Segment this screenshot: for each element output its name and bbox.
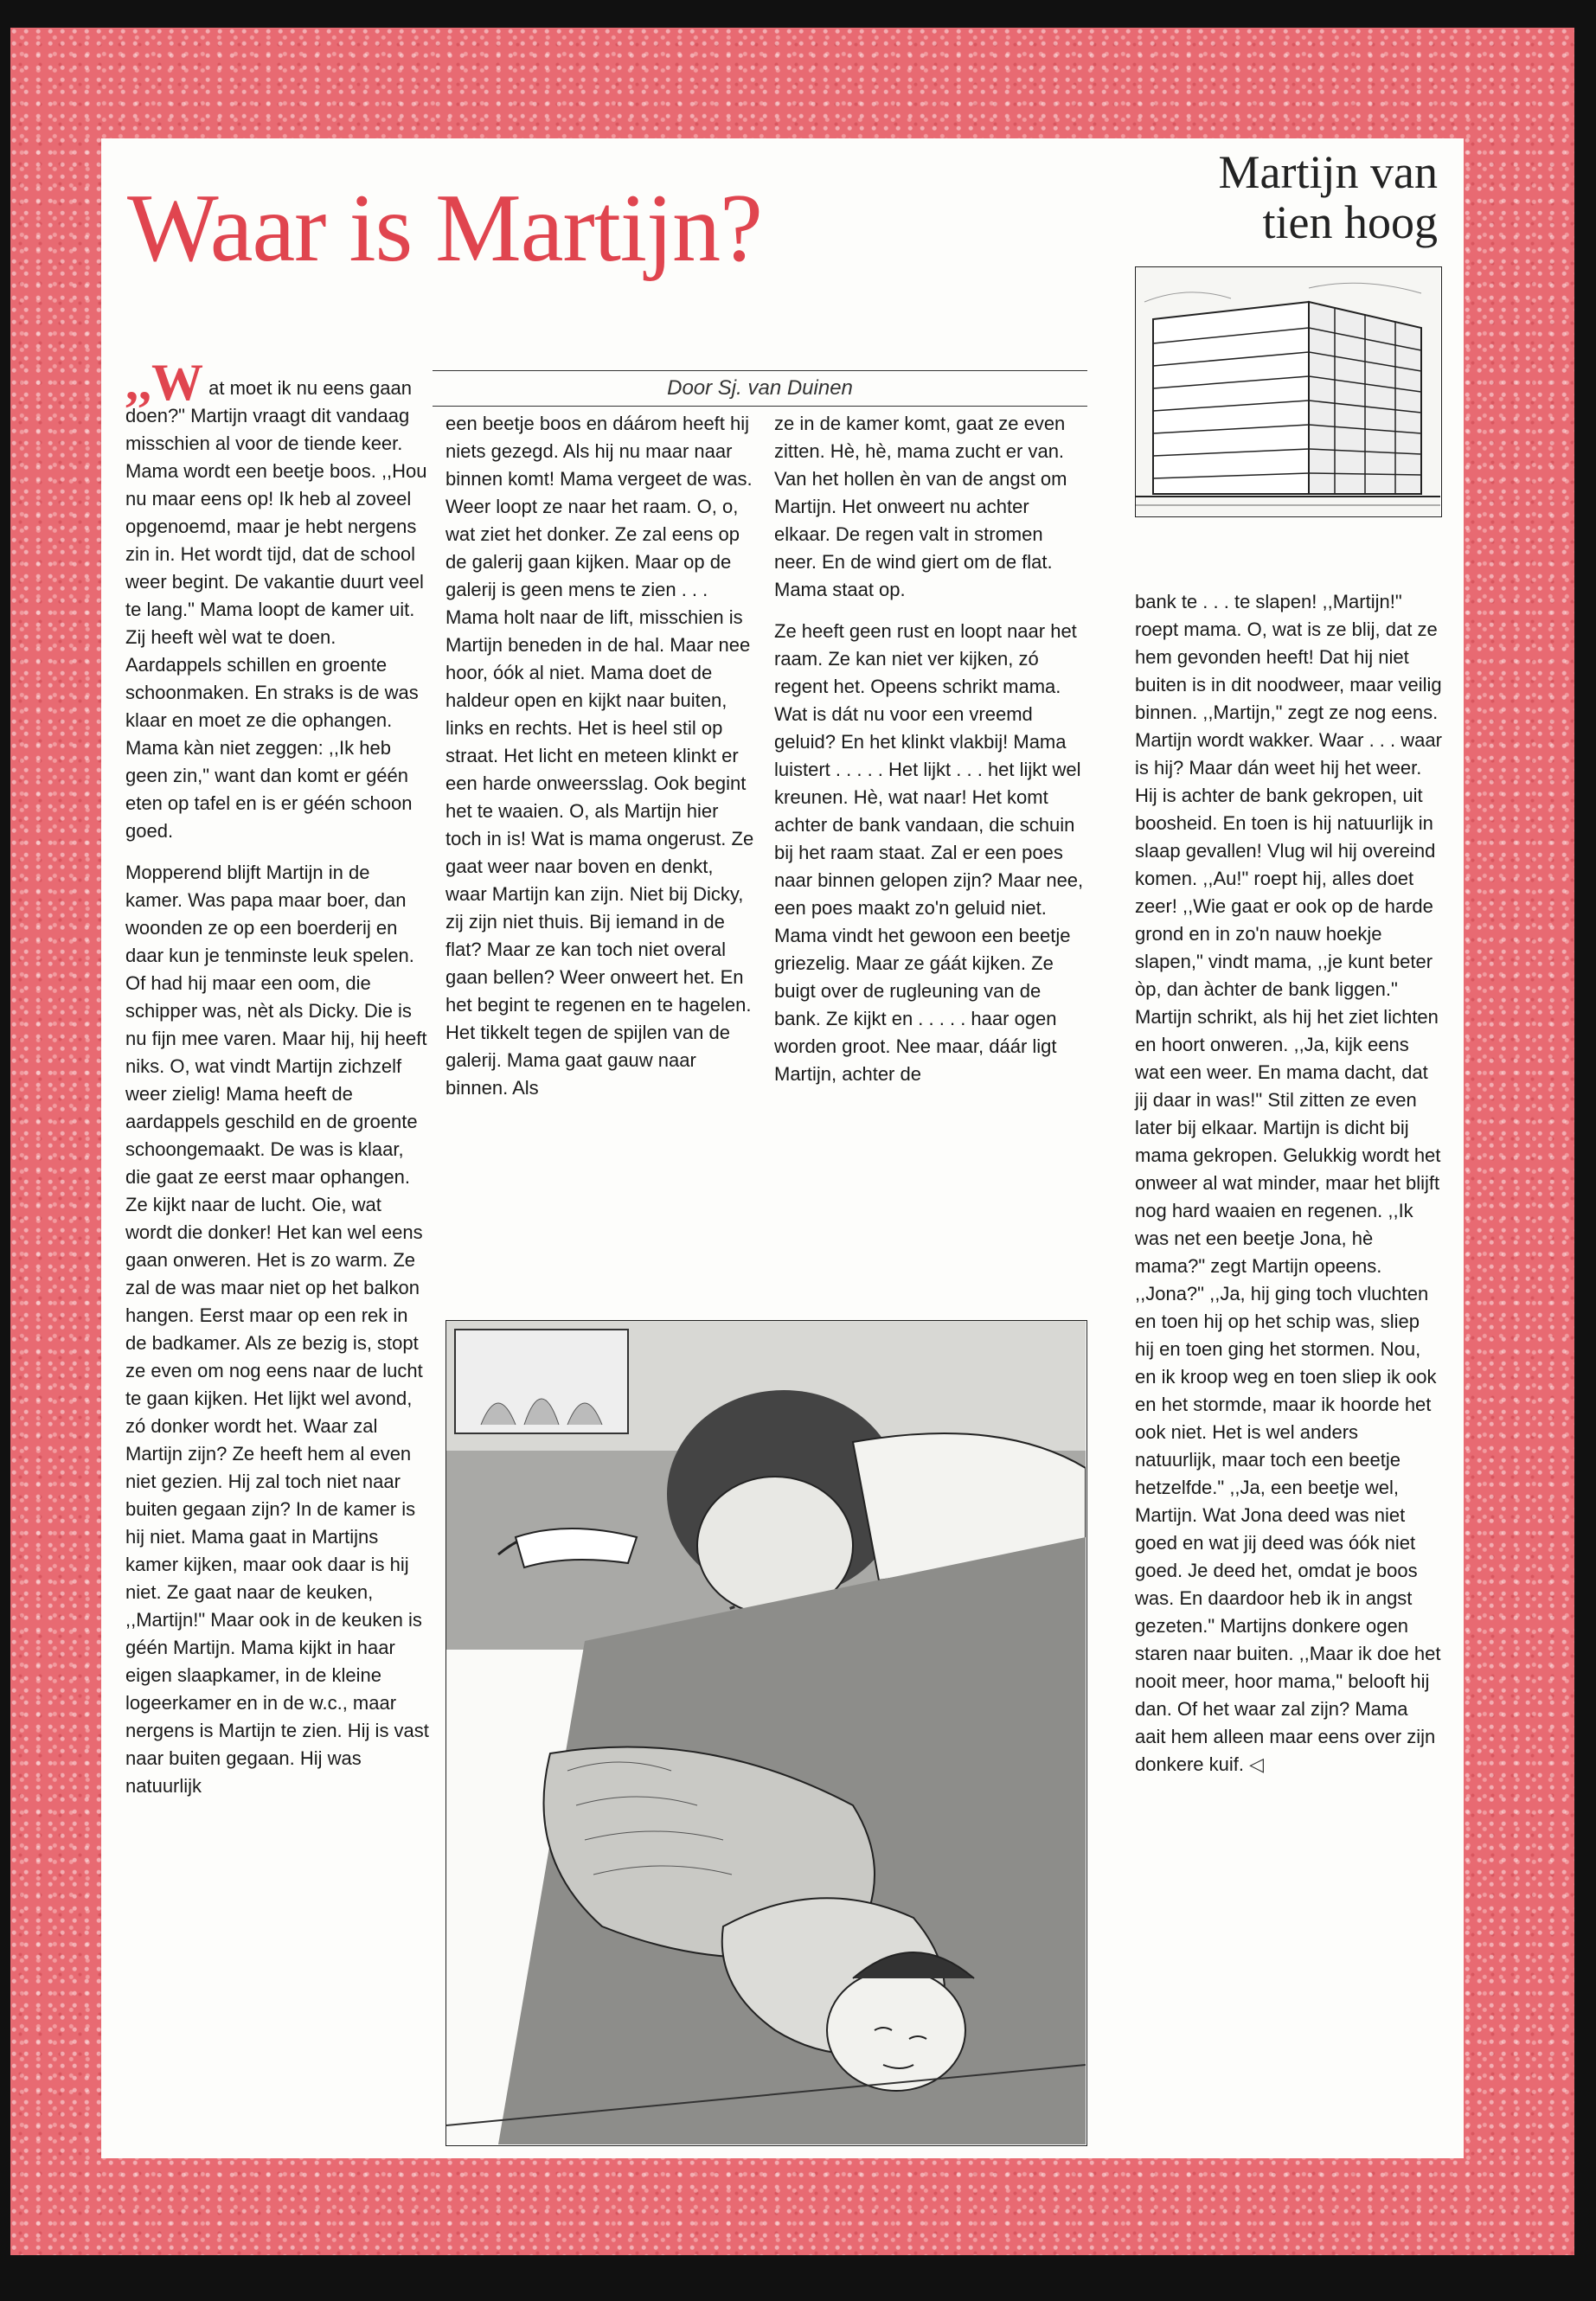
series-title xyxy=(1126,147,1438,247)
text-column-2 xyxy=(445,410,757,1116)
paragraph: Mopperend blijft Martijn in de kamer. Was papa maar boer, dan woonden ze op een boerderij en daar kun je tenminste leuk spelen. Of had hij maar een oom, die schipper was, nèt als Dicky. Die is nu fijn mee varen. Maar hij, hij heeft niks. O, wat vindt Martijn zichzelf weer zielig! Mama heeft de aardappels geschild en de groente schoongemaakt. De was is klaar, die gaat ze eerst maar ophangen. Ze kijkt naar de lucht. Oie, wat wordt die donker! Het kan wel eens gaan onweren. Het is zo warm. Ze zal de was maar niet op het balkon hangen. Eerst maar op een rek in de badkamer. Als ze bezig is, stopt ze even om nog eens naar de lucht te gaan kijken. Het lijkt wel avond, zó donker wordt het. Waar zal Martijn zijn? Ze heeft hem al even niet gezien. Hij zal toch niet naar buiten gegaan zijn? In de kamer is hij niet. Mama gaat in Martijns kamer kijken, maar ook daar is hij niet. Ze gaat naar de keuken, ,,Martijn!" Maar ook in de keuken is géén Martijn. Mama kijkt in haar eigen slaapkamer, in de kleine logeerkamer en in de w.c., maar nergens is Martijn te zien. Hij is vast naar buiten gegaan. Hij was natuurlijk xyxy=(125,862,429,1797)
series-title-line-1: Martijn van xyxy=(1218,146,1438,198)
paragraph xyxy=(1135,588,1444,1779)
byline: Door Sj. van Duinen xyxy=(433,370,1087,407)
paragraph xyxy=(125,354,430,845)
series-title-line-2: tien hoog xyxy=(1262,196,1438,248)
apartment-building-drawing xyxy=(1136,267,1440,516)
paragraph-text: at moet ik nu eens gaan doen?" Martijn vraagt dit vandaag misschien al voor de tiende keer. Mama wordt een beetje boos. ,,Hou nu maar eens op! Ik heb al zoveel opgenoemd, maar je hebt nergens zin in. Het wordt tijd, dat de school weer begint. De vakantie duurt veel te lang." Mama loopt de kamer uit. Zij heeft wèl wat te doen. Aardappels schillen en groente schoonmaken. En straks is de was klaar en moet ze die ophangen. Mama kàn niet zeggen: ,,Ik heb geen zin," want dan komt er géén eten op tafel en is er géén schoon goed. xyxy=(125,377,427,842)
mother-and-boy-drawing xyxy=(446,1321,1086,2144)
paragraph: Ze heeft geen rust en loopt naar het raam. Ze kan niet ver kijken, zó regent het. Opeens schrikt mama. Wat is dát nu voor een vreemd geluid? En het klinkt vlakbij! Mama luistert . . . . . Het lijkt . . . het lijkt wel kreunen. Hè, wat naar! Het komt achter de bank vandaan, die schuin bij het raam staat. Zal er een poes naar binnen gelopen zijn? Maar nee, een poes maakt zo'n geluid niet. Mama vindt het gewoon een beetje griezelig. Maar ze gáát kijken. Ze buigt over de rugleuning van de bank. Ze kijkt en . . . . . haar ogen worden groot. Nee maar, dáár ligt Martijn, achter de xyxy=(774,620,1084,1085)
drop-cap: ,,W xyxy=(125,354,203,411)
text-column-1 xyxy=(125,354,430,1814)
patterned-border xyxy=(10,28,1574,2255)
text-column-3 xyxy=(774,410,1086,1102)
text-column-4 xyxy=(1135,588,1444,1792)
paragraph: ze in de kamer komt, gaat ze even zitten. Hè, hè, mama zucht er van. Van het hollen èn van de angst om Martijn. Het onweert nu achter elkaar. De regen valt in stromen neer. En de wind giert om de flat. Mama staat op. xyxy=(774,413,1067,600)
paragraph: een beetje boos en dáárom heeft hij niets gezegd. Als hij nu maar naar binnen komt! Mama vergeet de was. Weer loopt ze naar het raam. O, o, wat ziet het donker. Ze zal eens op de galerij gaan kijken. Maar op de galerij is geen mens te zien . . . Mama holt naar de lift, misschien is Martijn beneden in de hal. Maar nee hoor, óók al niet. Mama doet de haldeur open en kijkt naar buiten, links en rechts. Het is heel stil op straat. Het licht en meteen klinkt er een harde onweersslag. Ook begint het te waaien. O, als Martijn hier toch in is! Wat is mama ongerust. Ze gaat weer naar boven en denkt, waar Martijn kan zijn. Niet bij Dicky, zij zijn niet thuis. Bij iemand in de flat? Maar ze kan toch niet overal gaan bellen? Weer onweert het. En het begint te regenen en te hagelen. Het tikkelt tegen de spijlen van de galerij. Mama gaat gauw naar binnen. Als xyxy=(445,413,754,1099)
magazine-page xyxy=(101,138,1464,2158)
article-title: Waar is Martijn? xyxy=(127,175,762,282)
paragraph-text: bank te . . . te slapen! ,,Martijn!" roept mama. O, wat is ze blij, dat ze hem gevonden heeft! Dat hij niet buiten is in dit noodweer, maar veilig binnen. ,,Martijn," zegt ze nog eens. Martijn wordt wakker. Waar . . . waar is hij? Maar dán weet hij het weer. Hij is achter de bank gekropen, uit boosheid. En toen is hij natuurlijk in slaap gevallen! Vlug wil hij overeind komen. ,,Au!" roept hij, alles doet zeer! ,,Wie gaat er ook op de harde grond en in zo'n nauw hoekje slapen," vindt mama, ,,je kunt beter òp, dan àchter de bank liggen." Martijn schrikt, als hij het ziet lichten en hoort onweren. ,,Ja, kijk eens wat een weer. En mama dacht, dat jij daar in was!" Stil zitten ze even later bij elkaar. Martijn is dicht bij mama gekropen. Gelukkig wordt het onweer al wat minder, maar het blijft nog hard waaien en regenen. ,,Ik was net een beetje Jona, hè mama?" zegt Martijn opeens. ,,Jona?" ,,Ja, hij ging toch vluchten en toen hij op het schip was, sliep hij en toen ging het stormen. Nou, en ik kroop weg en toen sliep ik ook en het stormde, maar ik hoorde het ook niet. Het is wel anders natuurlijk, maar toch een beetje hetzelfde." ,,Ja, een beetje wel, Martijn. Wat Jona deed was niet goed en wat jij deed was óók niet goed. Je deed het, omdat je boos was. En daardoor heb ik in angst gezeten." Martijns donkere ogen staren naar buiten. ,,Maar ik doe het nooit meer, hoor mama," belooft hij dan. Of het waar zal zijn? Mama aait hem alleen maar eens over zijn donkere kuif. xyxy=(1135,591,1442,1775)
mother-and-boy-illustration xyxy=(445,1320,1087,2146)
end-triangle-icon: ◁ xyxy=(1249,1753,1265,1775)
apartment-building-illustration xyxy=(1135,266,1442,517)
